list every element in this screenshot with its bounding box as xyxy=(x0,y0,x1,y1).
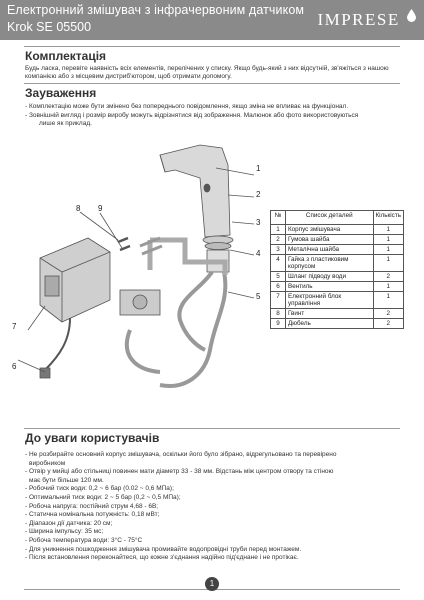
part-name: Дюбель xyxy=(286,319,374,329)
header-number: № xyxy=(271,211,286,225)
attention-item: - Діапазон дії датчика: 20 см; xyxy=(25,519,113,527)
parts-table xyxy=(270,210,404,329)
kit-text: Будь ласка, перевіте наявність всіх елементів, перелічених у списку. Якщо будь-який з них відсутній, зв'яжіться з нашою компанією або з місцевим дистриб'ютором, щоб отримати допомогу. xyxy=(25,65,389,81)
table-row xyxy=(271,225,404,235)
notes-heading: Зауваження xyxy=(25,86,97,100)
page-number: 1 xyxy=(205,577,219,591)
part-number: 7 xyxy=(271,292,286,309)
part-number: 4 xyxy=(271,255,286,272)
divider xyxy=(24,83,400,84)
note-item: лише як приклад. xyxy=(39,120,92,128)
table-row xyxy=(271,309,404,319)
callout-1: 1 xyxy=(256,164,261,173)
page-header xyxy=(0,0,424,40)
part-number: 9 xyxy=(271,319,286,329)
part-qty: 1 xyxy=(373,235,404,245)
callout-7: 7 xyxy=(12,322,17,331)
attention-item: виробником xyxy=(29,459,66,467)
attention-item: - Після встановлення переконайтеся, що кожне з'єднання надійно під'єднане і не протікає. xyxy=(25,554,299,562)
note-item: - Зовнішній вигляд і розмір виробу можуть відрізнятися від зображення. Малюнок або фото використовуються xyxy=(25,111,359,119)
callout-9: 9 xyxy=(98,204,103,213)
part-name: Гвинт xyxy=(286,309,374,319)
brand-logo xyxy=(317,9,416,31)
callout-2: 2 xyxy=(256,190,261,199)
attention-item: має бути більше 120 мм. xyxy=(29,476,104,484)
part-name: Корпус змішувача xyxy=(286,225,374,235)
model-name: Krok SE 05500 xyxy=(7,20,92,34)
table-row xyxy=(271,292,404,309)
attention-item: - Отвір у мийці або стільниці повинен мати діаметр 33 - 38 мм. Відстань між центром отвору та стіною xyxy=(25,468,334,476)
note-item: - Комплектацію може бути змінено без попереднього повідомлення, якщо зміна не впливає на функціонал. xyxy=(25,103,349,110)
part-name: Металічна шайба xyxy=(286,245,374,255)
attention-item: - Не розбирайте основний корпус змішувача, оскільки його було зібрано, відрегульовано та перевірено xyxy=(25,451,337,458)
table-row xyxy=(271,272,404,282)
attention-item: - Робочий тиск води: 0,2 ~ 6 бар (0.02 ~ 0,6 МПа); xyxy=(25,485,174,493)
callout-8: 8 xyxy=(76,204,81,213)
attention-item: - Ширина імпульсу: 35 мс; xyxy=(25,528,104,536)
part-qty: 1 xyxy=(373,282,404,292)
part-number: 3 xyxy=(271,245,286,255)
callout-5: 5 xyxy=(256,292,261,301)
part-qty: 1 xyxy=(373,225,404,235)
part-qty: 2 xyxy=(373,309,404,319)
divider xyxy=(24,46,400,47)
divider xyxy=(24,428,400,429)
notes-list xyxy=(25,103,405,129)
part-name: Електронний блок управління xyxy=(286,292,374,309)
attention-item: - Статична номінальна потужність: 0,18 мВт; xyxy=(25,511,160,519)
callout-6: 6 xyxy=(12,362,17,371)
document-title: Електронний змішувач з інфрачервоним датчиком xyxy=(7,3,305,17)
part-name: Гайка з пластиковим корпусом xyxy=(286,255,374,272)
table-row xyxy=(271,245,404,255)
attention-item: - Робоча температура води: 3°С - 75°С xyxy=(25,536,143,544)
part-qty: 1 xyxy=(373,292,404,309)
part-name: Вентиль xyxy=(286,282,374,292)
attention-item: - Робоча напруга: постійний струм 4,68 - 6В; xyxy=(25,502,159,510)
table-row xyxy=(271,235,404,245)
part-number: 8 xyxy=(271,309,286,319)
table-row xyxy=(271,319,404,329)
part-number: 5 xyxy=(271,272,286,282)
attention-item: - Для уникнення пошкодження змішувача промивайте водопровідні труби перед монтажем. xyxy=(25,545,302,553)
header-quantity: Кількість xyxy=(373,211,404,225)
parts-table-header xyxy=(271,211,404,225)
attention-heading: До уваги користувачів xyxy=(25,431,160,445)
part-qty: 1 xyxy=(373,245,404,255)
part-number: 1 xyxy=(271,225,286,235)
part-qty: 1 xyxy=(373,255,404,272)
kit-heading: Комплектація xyxy=(25,49,107,63)
water-drop-icon xyxy=(407,9,416,22)
table-row xyxy=(271,282,404,292)
table-row xyxy=(271,255,404,272)
part-number: 2 xyxy=(271,235,286,245)
part-number: 6 xyxy=(271,282,286,292)
part-name: Шланг підводу води xyxy=(286,272,374,282)
attention-list xyxy=(25,451,405,563)
attention-item: - Оптимальний тиск води: 2 ~ 5 бар (0,2 ~ 0,5 МПа); xyxy=(25,493,181,501)
brand-logo-text: IMPRESE xyxy=(317,10,400,29)
part-qty: 2 xyxy=(373,319,404,329)
header-parts-list: Список деталей xyxy=(286,211,374,225)
part-name: Гумова шайба xyxy=(286,235,374,245)
part-qty: 2 xyxy=(373,272,404,282)
callout-3: 3 xyxy=(256,218,261,227)
callout-4: 4 xyxy=(256,249,261,258)
